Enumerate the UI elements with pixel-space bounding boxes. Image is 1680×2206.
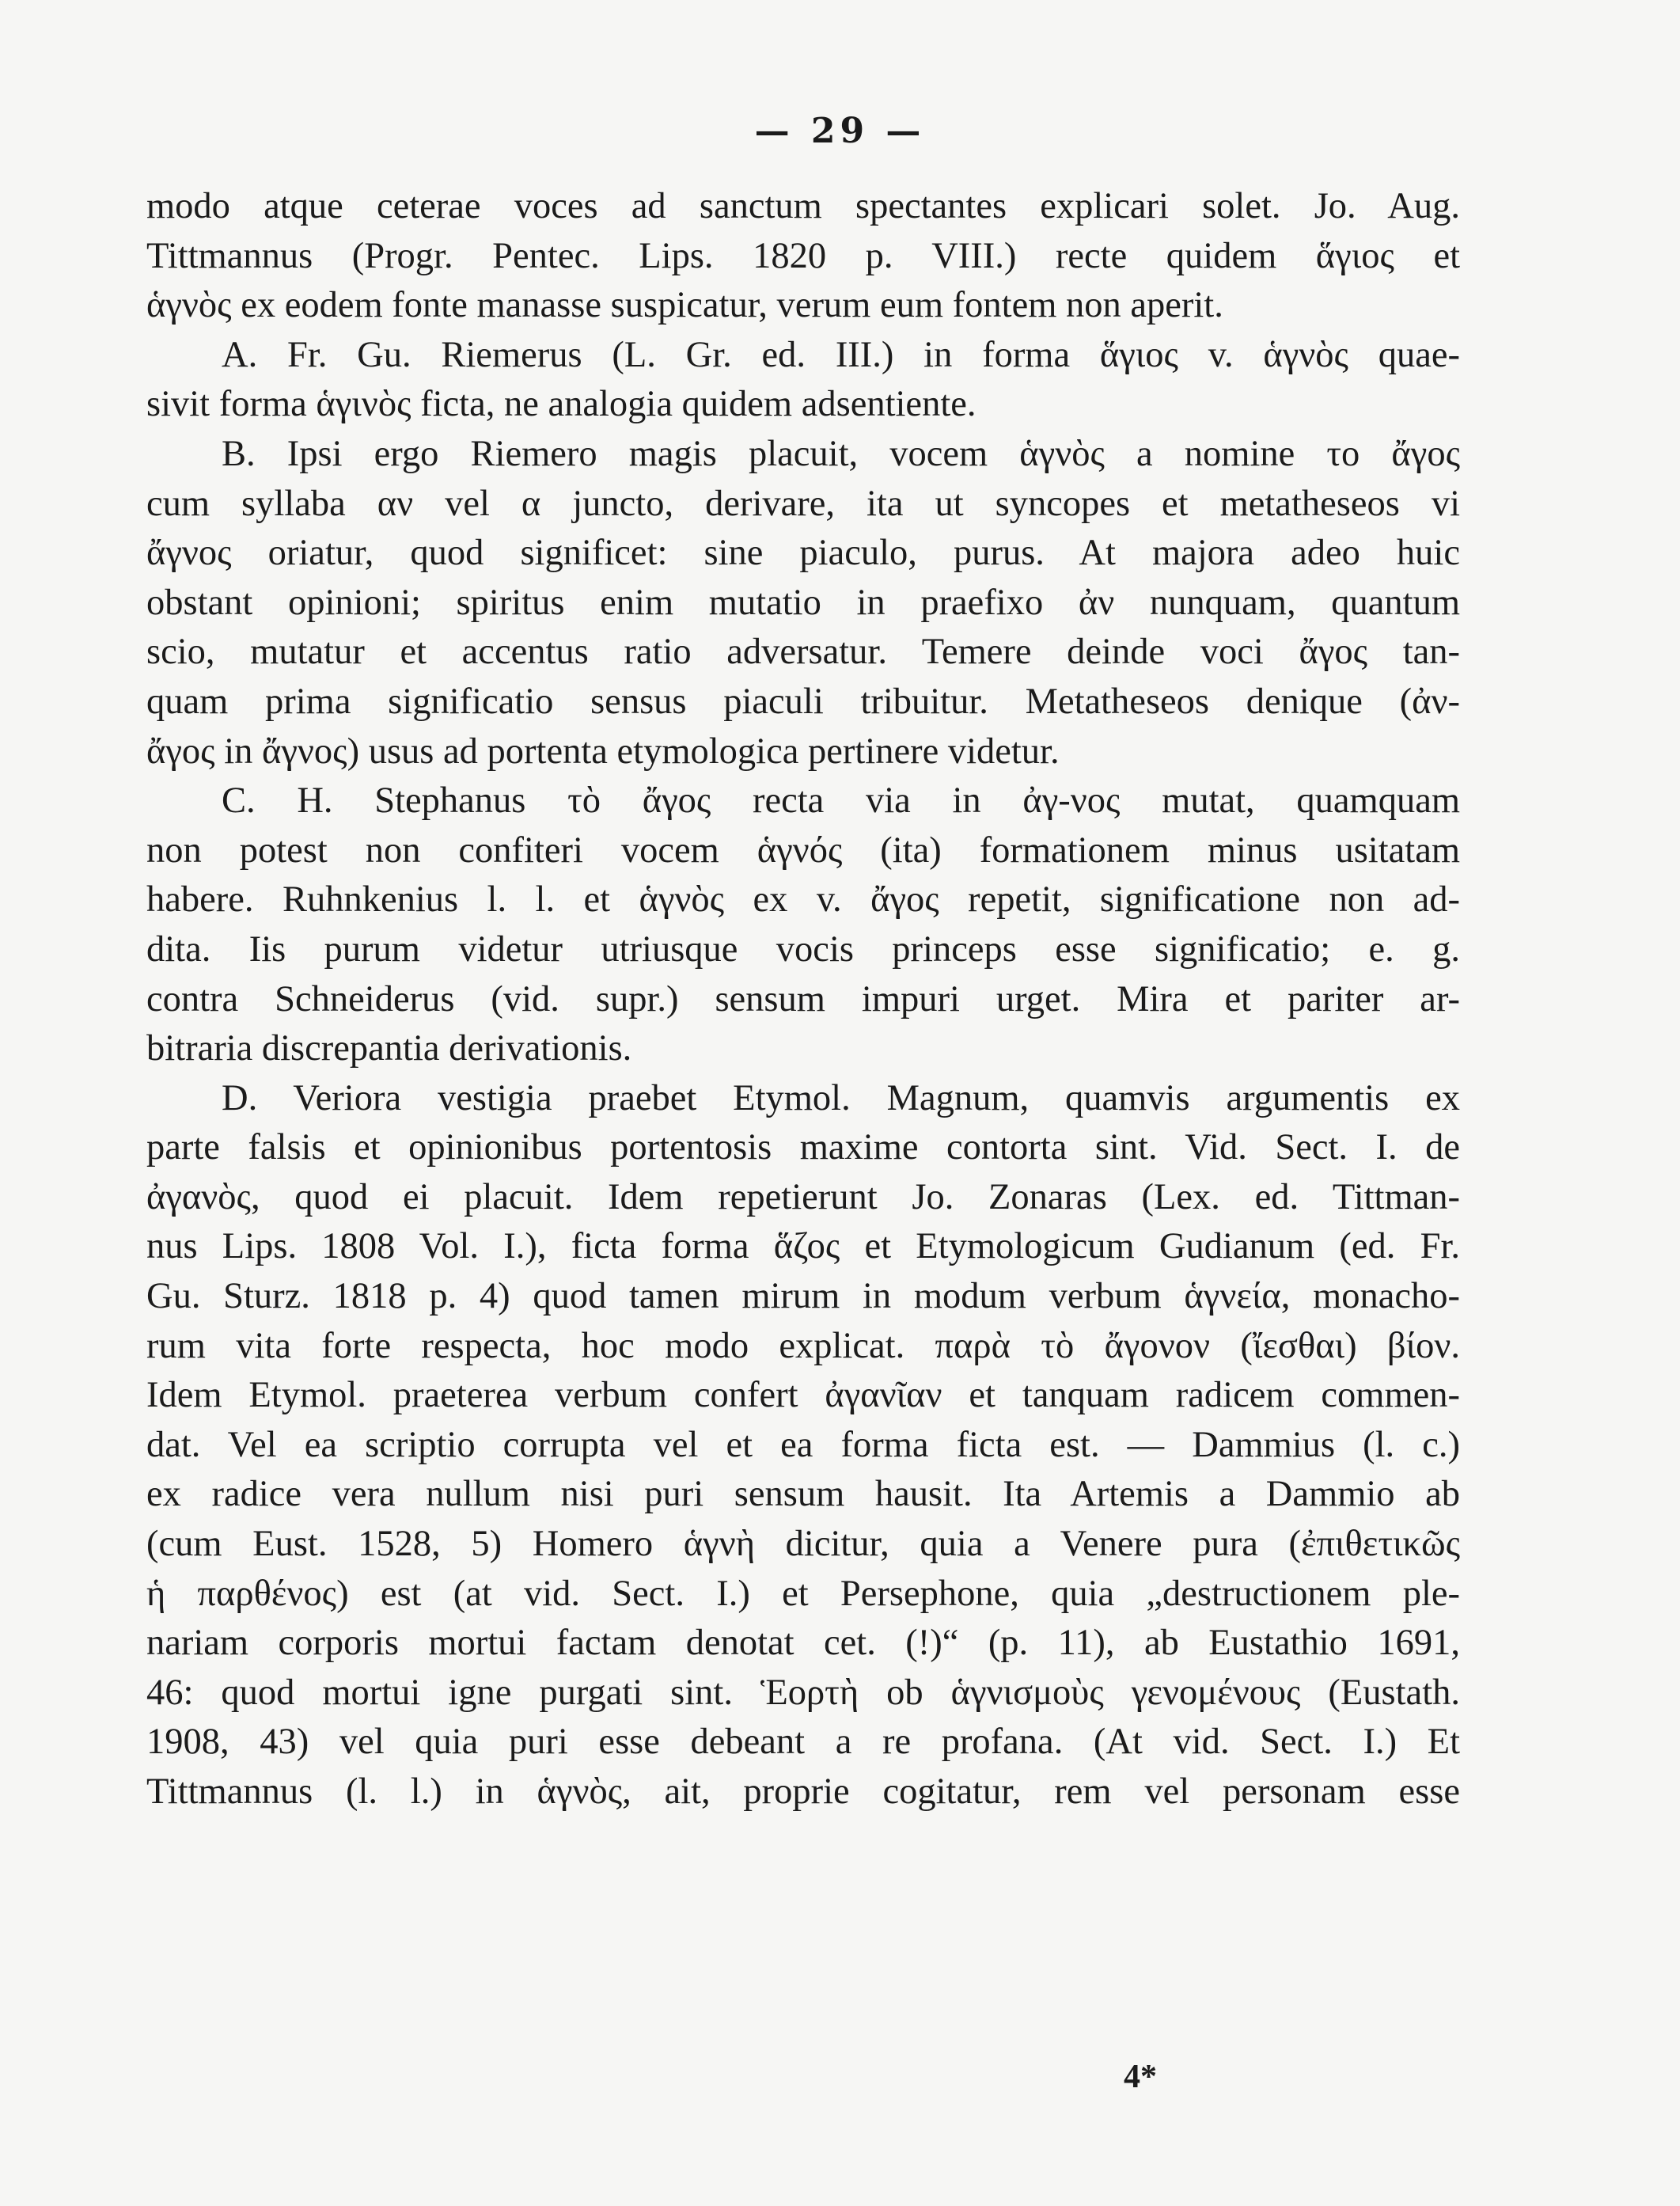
- text-line: A. Fr. Gu. Riemerus (L. Gr. ed. III.) in forma ἅγιος v. ἁγνὸς quae-: [222, 334, 1460, 375]
- text-line: 46: quod mortui igne purgati sint. Ἑορτὴ ob ἁγνισμοὺς γενομένους (Eustath.: [146, 1672, 1460, 1713]
- text-line: obstant opinioni; spiritus enim mutatio in praefixo ἀν nunquam, quantum: [146, 582, 1460, 623]
- text-line: nariam corporis mortui factam denotat cet. (!)“ (p. 11), ab Eustathio 1691,: [146, 1623, 1460, 1664]
- text-line: rum vita forte respecta, hoc modo explicat. παρὰ τὸ ἄγονον (ἴεσθαι) βίον.: [146, 1325, 1460, 1366]
- text-line: Tittmannus (Progr. Pentec. Lips. 1820 p. VIII.) recte quidem ἅγιος et: [146, 235, 1460, 276]
- text-line: sivit forma ἁγινὸς ficta, ne analogia quidem adsentiente.: [146, 384, 977, 425]
- text-line: nus Lips. 1808 Vol. I.), ficta forma ἅζος et Etymologicum Gudianum (ed. Fr.: [146, 1226, 1460, 1267]
- text-line: ex radice vera nullum nisi puri sensum hausit. Ita Artemis a Dammio ab: [146, 1474, 1460, 1515]
- text-line: bitraria discrepantia derivationis.: [146, 1028, 632, 1069]
- text-line: (cum Eust. 1528, 5) Homero ἁγνὴ dicitur, quia a Venere pura (ἐπιθετικῶς: [146, 1524, 1460, 1565]
- signature-mark: 4*: [1124, 2059, 1157, 2095]
- text-line: C. H. Stephanus τὸ ἄγος recta via in ἀγ-νος mutat, quamquam: [222, 780, 1460, 822]
- text-line: ἄγνος oriatur, quod significet: sine piaculo, purus. At majora adeo huic: [146, 533, 1460, 574]
- text-line: Idem Etymol. praeterea verbum confert ἀγανῖαν et tanquam radicem commen-: [146, 1375, 1460, 1416]
- text-line: D. Veriora vestigia praebet Etymol. Magnum, quamvis argumentis ex: [222, 1077, 1460, 1118]
- text-line: cum syllaba αν vel α juncto, derivare, ita ut syncopes et metatheseos vi: [146, 483, 1460, 524]
- text-line: Gu. Sturz. 1818 p. 4) quod tamen mirum in modum verbum ἁγνεία, monacho-: [146, 1276, 1460, 1317]
- text-line: B. Ipsi ergo Riemero magis placuit, vocem ἁγνὸς a nomine το ἄγος: [222, 433, 1460, 474]
- text-line: scio, mutatur et accentus ratio adversatur. Temere deinde voci ἄγος tan-: [146, 632, 1460, 673]
- text-line: non potest non confiteri vocem ἁγνός (ita) formationem minus usitatam: [146, 830, 1460, 871]
- page-number: — 29 —: [754, 111, 926, 151]
- text-line: dita. Iis purum videtur utriusque vocis princeps esse significatio; e. g.: [146, 928, 1460, 970]
- text-line: habere. Ruhnkenius l. l. et ἁγνὸς ex v. ἄγος repetit, significatione non ad-: [146, 879, 1460, 921]
- text-line: quam prima significatio sensus piaculi tribuitur. Metatheseos denique (ἀν-: [146, 681, 1460, 722]
- text-line: ἡ παρθένος) est (at vid. Sect. I.) et Persephone, quia „destructionem ple-: [146, 1573, 1460, 1614]
- text-line: ἀγανὸς, quod ei placuit. Idem repetierunt Jo. Zonaras (Lex. ed. Tittman-: [146, 1176, 1460, 1217]
- text-line: Tittmannus (l. l.) in ἁγνὸς, ait, proprie cogitatur, rem vel personam esse: [146, 1771, 1460, 1812]
- text-line: parte falsis et opinionibus portentosis maxime contorta sint. Vid. Sect. I. de: [146, 1127, 1460, 1168]
- text-line: ἁγνὸς ex eodem fonte manasse suspicatur, verum eum fontem non aperit.: [146, 285, 1223, 326]
- text-line: modo atque ceterae voces ad sanctum spectantes explicari solet. Jo. Aug.: [146, 186, 1460, 226]
- text-line: 1908, 43) vel quia puri esse debeant a re profana. (At vid. Sect. I.) Et: [146, 1722, 1460, 1763]
- text-line: ἄγος in ἄγνος) usus ad portenta etymologica pertinere videtur.: [146, 731, 1060, 772]
- body-text: [146, 182, 1460, 1817]
- text-line: contra Schneiderus (vid. supr.) sensum impuri urget. Mira et pariter ar-: [146, 978, 1460, 1019]
- text-line: dat. Vel ea scriptio corrupta vel et ea forma ficta est. — Dammius (l. c.): [146, 1424, 1460, 1465]
